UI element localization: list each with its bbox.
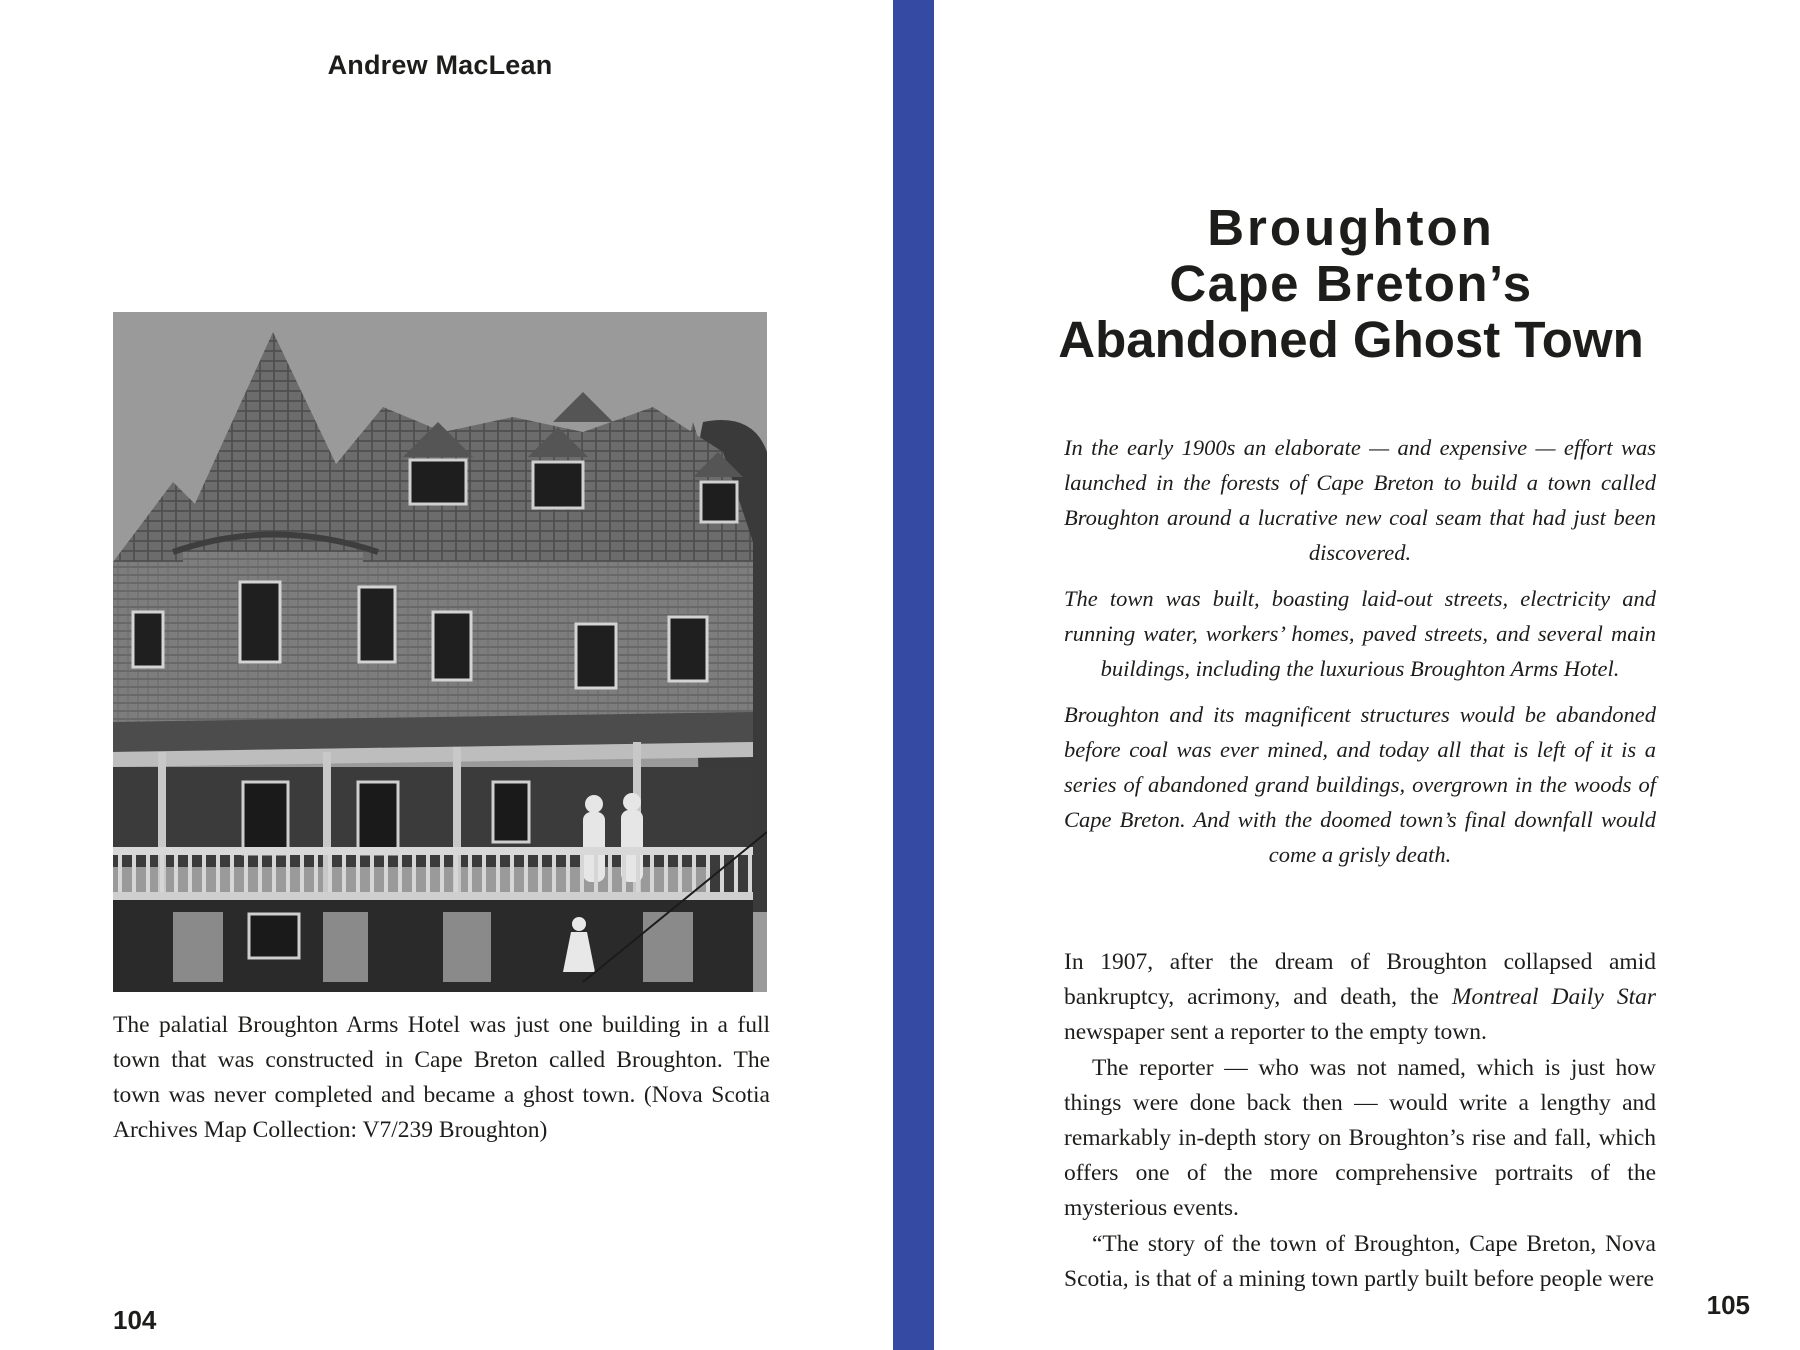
chapter-title-line-2: Cape Breton’s bbox=[1169, 255, 1533, 312]
photo-caption: The palatial Broughton Arms Hotel was just one building in a full town that was constructed in Cape Breton called Broughton. The town was never completed and became a ghost town. (Nova Scotia Archives Map Collection: V7/239 Broughton) bbox=[113, 1012, 770, 1143]
chapter-title bbox=[1046, 200, 1656, 368]
left-page bbox=[0, 0, 893, 1350]
page-number-left: 104 bbox=[113, 1305, 157, 1335]
intro-paragraph: Broughton and its magnificent structures would be abandoned before coal was ever mined, and today all that is left of it is a series of abandoned grand buildings, overgrown in the woods of Cape Breton. And with the doomed town’s final downfall would come a grisly death. bbox=[1064, 702, 1656, 867]
page-number-right: 105 bbox=[1706, 1290, 1750, 1320]
newspaper-title: Montreal Daily Star bbox=[1451, 984, 1656, 1011]
chapter-title-line-3: Abandoned Ghost Town bbox=[1058, 311, 1644, 368]
intro-paragraph: In the early 1900s an elaborate — and expensive — effort was launched in the forests of Cape Breton to build a town called Broughton around a lucrative new coal seam that had just been discovered. bbox=[1064, 435, 1656, 565]
intro-paragraph: The town was built, boasting laid-out streets, electricity and running water, workers’ homes, paved streets, and several main buildings, including the luxurious Broughton Arms Hotel. bbox=[1064, 586, 1656, 681]
body-paragraph bbox=[1064, 945, 1656, 1051]
chapter-title-line-1: Broughton bbox=[1207, 199, 1495, 256]
book-spine bbox=[893, 0, 934, 1350]
chapter-intro bbox=[1064, 430, 1656, 883]
right-page bbox=[934, 0, 1800, 1350]
body-text bbox=[1064, 945, 1656, 1297]
running-head: Andrew MacLean bbox=[327, 50, 553, 80]
victorian-hotel-photograph-icon bbox=[113, 312, 767, 992]
body-text-run: In 1907, after the dream of Broughton collapsed amid bankruptcy, acrimony, and death, the bbox=[1064, 949, 1656, 1011]
hotel-photo bbox=[113, 312, 767, 992]
body-paragraph: The reporter — who was not named, which is just how things were done back then — would write a lengthy and remarkably in-depth story on Broughton’s rise and fall, which offers one of the more comprehensive portraits of the mysterious events. bbox=[1064, 1054, 1656, 1222]
body-paragraph: “The story of the town of Broughton, Cape Breton, Nova Scotia, is that of a mining town partly built before people were bbox=[1064, 1230, 1656, 1292]
body-text-run: newspaper sent a reporter to the empty town. bbox=[1064, 1019, 1487, 1046]
